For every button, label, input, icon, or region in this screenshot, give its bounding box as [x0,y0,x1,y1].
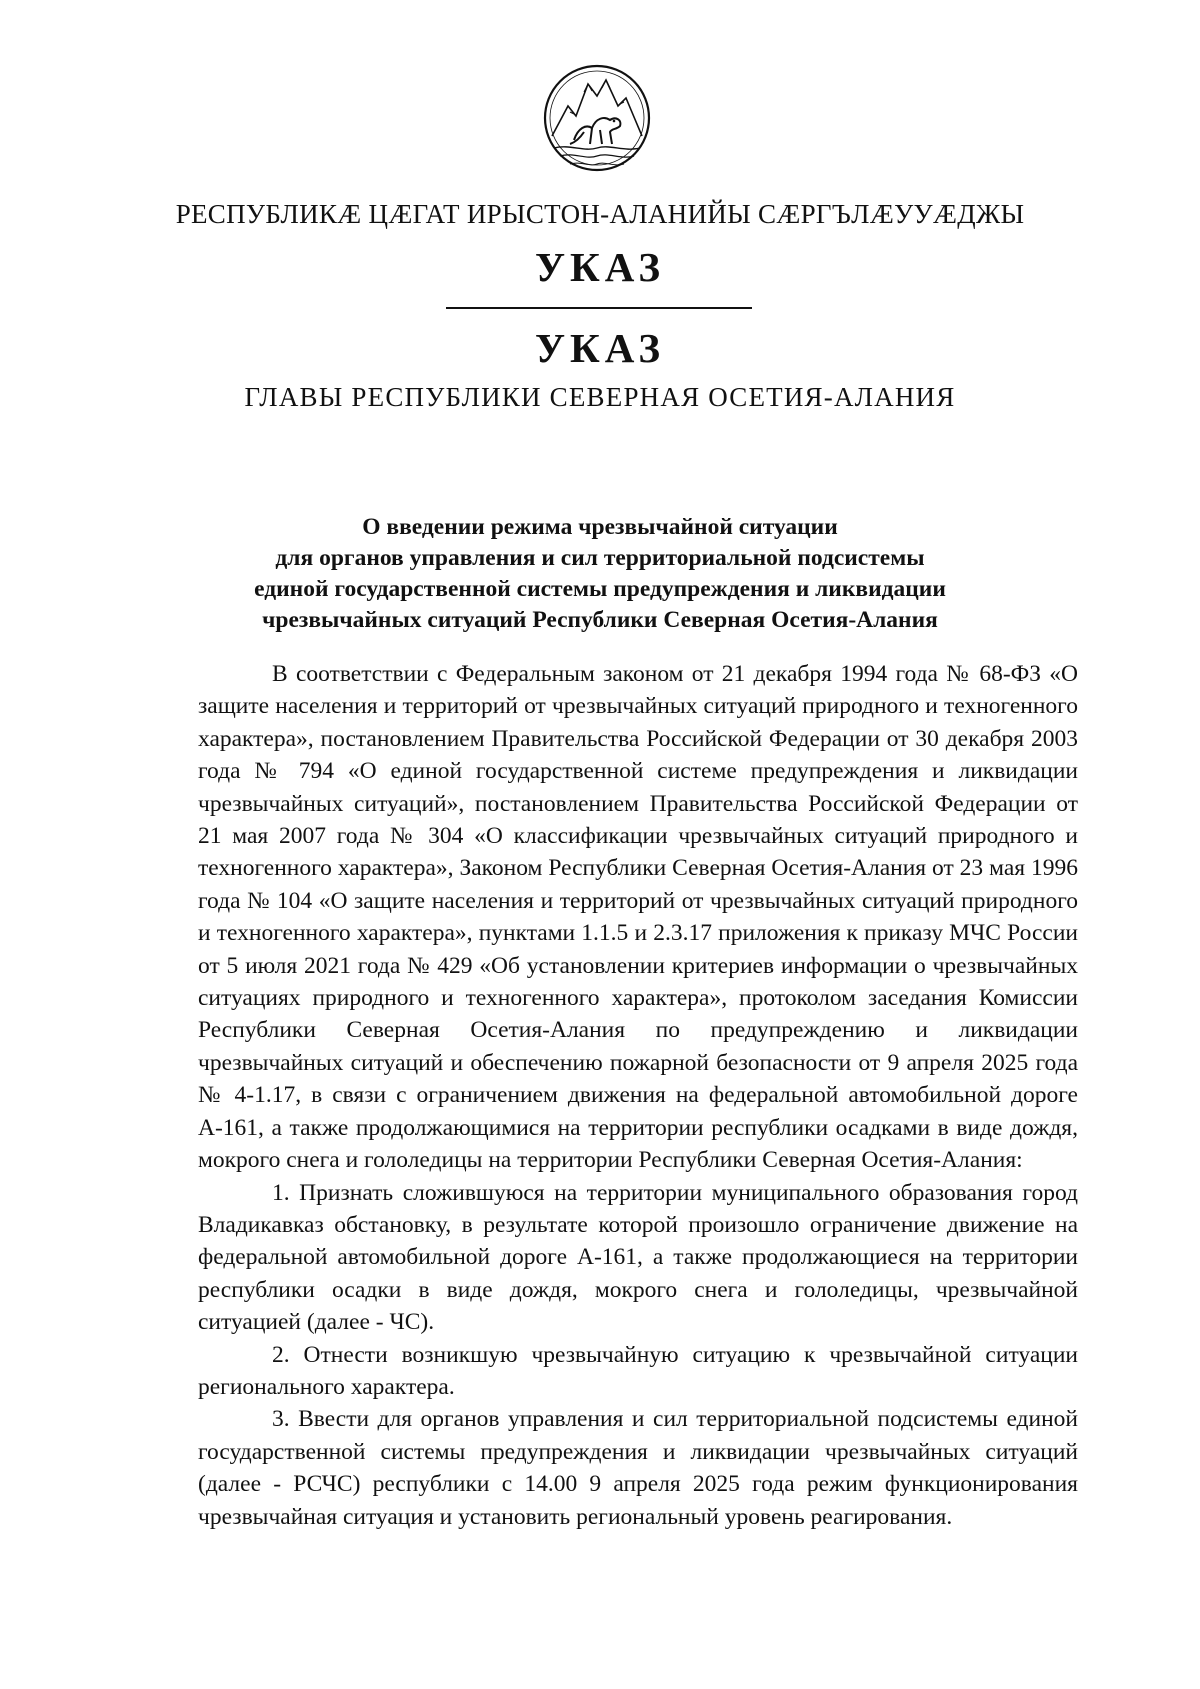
clause-paragraph: 2. Отнести возникшую чрезвычайную ситуацию к чрезвычайной ситуации регионального характера. [198,1341,1078,1400]
header-divider [446,307,752,309]
clause-paragraph: 3. Ввести для органов управления и сил территориальной подсистемы единой государственной системы предупреждения и ликвидации чрезвычайных ситуаций (далее - РСЧС) республики с 14.00 9 апреля 2025 года режим функционирования чрезвычайная ситуация и установить региональный уровень реагирования. [198,1406,1078,1530]
ukaz-ossetian-heading: УКАЗ [534,244,666,290]
decree-title-line: чрезвычайных ситуаций Республики Северная Осетия-Алания [262,607,938,633]
russian-header-title: ГЛАВЫ РЕСПУБЛИКИ СЕВЕРНАЯ ОСЕТИЯ-АЛАНИЯ [244,382,956,412]
decree-body [198,658,1078,1533]
decree-title-line: для органов управления и сил территориальной подсистемы [275,545,925,571]
decree-title-line: О введении режима чрезвычайной ситуации [362,514,838,540]
ossetian-header-title: РЕСПУБЛИКӔ ЦӔГАТ ИРЫСТОН-АЛАНИЙЫ СӔРГЪЛӔУУӔДЖЫ [175,199,1025,229]
preamble-paragraph: В соответствии с Федеральным законом от 21 декабря 1994 года № 68-ФЗ «О защите населения и территорий от чрезвычайных ситуаций природного и техногенного характера», постановлением Правительства Российской Федерации от 30 декабря 2003 года № 794 «О единой государственной системе предупреждения и ликвидации чрезвычайных ситуаций», постановлением Правительства Российской Федерации от 21 мая 2007 года № 304 «О классификации чрезвычайных ситуаций природного и техногенного характера», Законом Республики Северная Осетия-Алания от 23 мая 1996 года № 104 «О защите населения и территорий от чрезвычайных ситуаций природного и техногенного характера», пунктами 1.1.5 и 2.3.17 приложения к приказу МЧС России от 5 июля 2021 года № 429 «Об установлении критериев информации о чрезвычайных ситуациях природного и техногенного характера», протоколом заседания Комиссии Республики Северная Осетия-Алания по предупреждению и ликвидации чрезвычайных ситуаций и обеспечению пожарной безопасности от 9 апреля 2025 года № 4-1.17, в связи с ограничением движения на федеральной автомобильной дороге А-161, а также продолжающимися на территории республики осадками в виде дождя, мокрого снега и гололедицы на территории Республики Северная Осетия-Алания: [198,661,1078,1174]
clause-paragraph: 1. Признать сложившуюся на территории муниципального образования город Владикавказ обстановку, в результате которой произошло ограничение движение на федеральной автомобильной дороге А-161, а также продолжающиеся на территории республики осадки в виде дождя, мокрого снега и гололедицы, чрезвычайной ситуацией (далее - ЧС). [198,1179,1078,1336]
decree-title-line: единой государственной системы предупреждения и ликвидации [254,576,946,602]
ukaz-russian-heading: УКАЗ [534,325,666,371]
decree-title [0,512,1200,636]
coat-of-arms-emblem-icon [540,58,654,184]
